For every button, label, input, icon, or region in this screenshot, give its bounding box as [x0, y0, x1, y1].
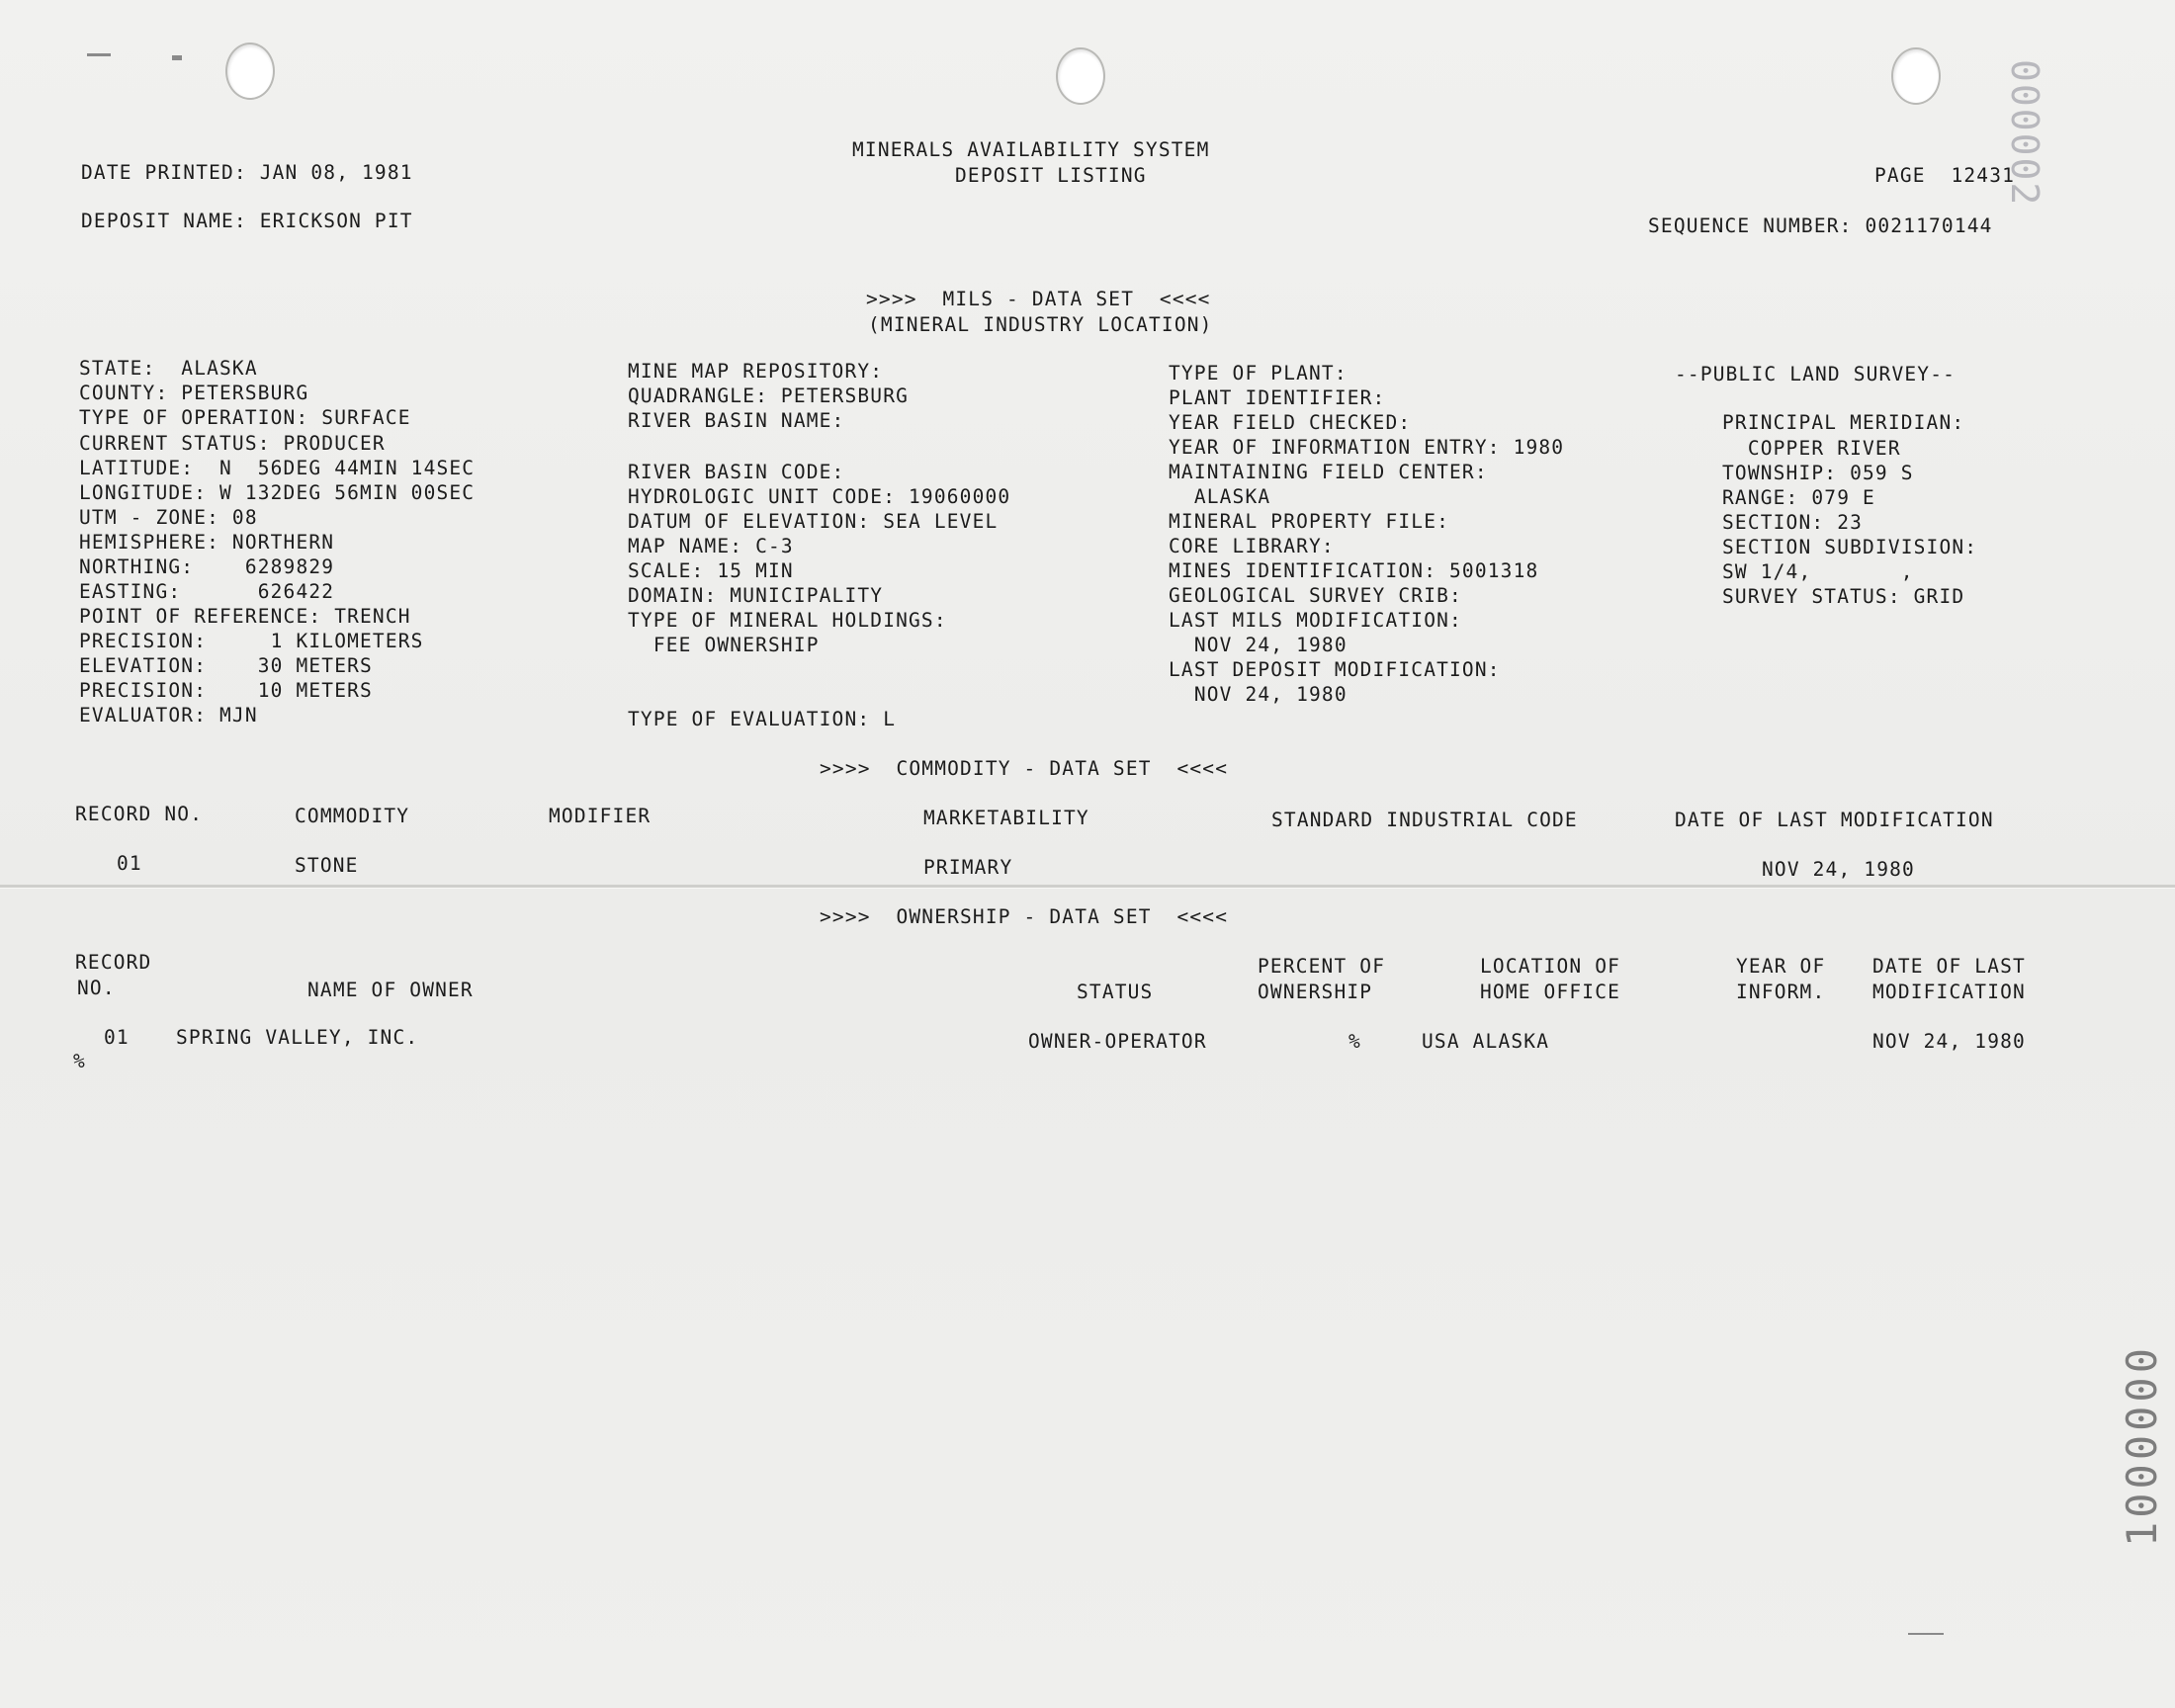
plss-heading: --PUBLIC LAND SURVEY-- — [1675, 363, 1957, 385]
mils-precision-location: PRECISION: 1 KILOMETERS — [79, 630, 424, 652]
mils-datum-of-elevation: DATUM OF ELEVATION: SEA LEVEL — [628, 510, 999, 533]
mils-core-library: CORE LIBRARY: — [1169, 535, 1335, 557]
plss-subdivision-value: SW 1/4, , — [1722, 560, 1914, 583]
ownership-header-home-office: HOME OFFICE — [1480, 981, 1621, 1003]
mils-fee-ownership: FEE OWNERSHIP — [628, 634, 820, 656]
ownership-header-no: NO. — [77, 977, 116, 999]
mils-utm-zone: UTM - ZONE: 08 — [79, 506, 258, 529]
mils-northing: NORTHING: 6289829 — [79, 555, 335, 578]
commodity-header-date: DATE OF LAST MODIFICATION — [1675, 809, 1994, 831]
ownership-header-modification: MODIFICATION — [1872, 981, 2026, 1003]
smudge-mark — [172, 55, 182, 60]
ownership-heading: >>>> OWNERSHIP - DATA SET <<<< — [820, 905, 1229, 928]
bottom-right-page-stamp: 1000000 — [2118, 1344, 2166, 1548]
mils-point-of-reference: POINT OF REFERENCE: TRENCH — [79, 605, 411, 628]
mils-county: COUNTY: PETERSBURG — [79, 382, 309, 404]
punch-hole-left — [225, 43, 275, 100]
mils-mine-map-repository: MINE MAP REPOSITORY: — [628, 360, 884, 383]
mils-last-mils-modification-date: NOV 24, 1980 — [1169, 634, 1348, 656]
mils-hydrologic-unit-code: HYDROLOGIC UNIT CODE: 19060000 — [628, 485, 1011, 508]
ownership-row-status: OWNER-OPERATOR — [1028, 1030, 1207, 1053]
mils-precision-elevation: PRECISION: 10 METERS — [79, 679, 373, 702]
ownership-header-name: NAME OF OWNER — [307, 979, 474, 1001]
mils-last-mils-modification: LAST MILS MODIFICATION: — [1169, 609, 1462, 632]
system-title: MINERALS AVAILABILITY SYSTEM — [852, 138, 1210, 161]
mils-last-deposit-modification-date: NOV 24, 1980 — [1169, 683, 1348, 706]
plss-section: SECTION: 23 — [1722, 511, 1864, 534]
mils-longitude: LONGITUDE: W 132DEG 56MIN 00SEC — [79, 481, 476, 504]
mils-quadrangle: QUADRANGLE: PETERSBURG — [628, 384, 910, 407]
ownership-row-percent: % — [1348, 1030, 1361, 1053]
ownership-header-record: RECORD — [75, 951, 152, 974]
ownership-trailing-mark: % — [73, 1050, 86, 1072]
ownership-header-year: YEAR OF — [1736, 955, 1826, 978]
punch-hole-right — [1891, 47, 1941, 105]
mils-type-of-evaluation: TYPE OF EVALUATION: L — [628, 708, 897, 730]
mils-current-status: CURRENT STATUS: PRODUCER — [79, 432, 386, 455]
plss-meridian-value: COPPER RIVER — [1722, 437, 1901, 460]
mils-field-center-value: ALASKA — [1169, 485, 1271, 508]
deposit-name: DEPOSIT NAME: ERICKSON PIT — [81, 210, 413, 232]
mils-latitude: LATITUDE: N 56DEG 44MIN 14SEC — [79, 457, 476, 479]
commodity-heading: >>>> COMMODITY - DATA SET <<<< — [820, 757, 1229, 780]
listing-title: DEPOSIT LISTING — [955, 164, 1147, 187]
commodity-header-commodity: COMMODITY — [295, 805, 410, 827]
ownership-row-record-no: 01 — [104, 1026, 130, 1049]
mils-easting: EASTING: 626422 — [79, 580, 335, 603]
mils-elevation: ELEVATION: 30 METERS — [79, 654, 373, 677]
ownership-header-ownership: OWNERSHIP — [1258, 981, 1373, 1003]
paper-fold-line — [0, 885, 2175, 889]
mils-evaluator: EVALUATOR: MJN — [79, 704, 258, 726]
plss-section-subdivision: SECTION SUBDIVISION: — [1722, 536, 1978, 558]
plss-survey-status: SURVEY STATUS: GRID — [1722, 585, 1965, 608]
plss-township: TOWNSHIP: 059 S — [1722, 462, 1914, 484]
mils-maintaining-field-center: MAINTAINING FIELD CENTER: — [1169, 461, 1488, 483]
page-number: PAGE 12431 — [1874, 164, 2016, 187]
mils-subheading: (MINERAL INDUSTRY LOCATION) — [868, 313, 1213, 336]
smudge-mark — [87, 53, 111, 56]
mils-river-basin-code: RIVER BASIN CODE: — [628, 461, 845, 483]
ownership-header-status: STATUS — [1077, 981, 1154, 1003]
mils-type-of-mineral-holdings: TYPE OF MINERAL HOLDINGS: — [628, 609, 947, 632]
top-right-page-stamp: 000002 — [2003, 59, 2046, 208]
mils-heading: >>>> MILS - DATA SET <<<< — [866, 288, 1211, 310]
mils-hemisphere: HEMISPHERE: NORTHERN — [79, 531, 335, 554]
mils-year-of-information-entry: YEAR OF INFORMATION ENTRY: 1980 — [1169, 436, 1565, 459]
commodity-row-record-no: 01 — [117, 852, 142, 875]
commodity-row-commodity: STONE — [295, 854, 359, 877]
mils-plant-identifier: PLANT IDENTIFIER: — [1169, 386, 1386, 409]
plss-principal-meridian: PRINCIPAL MERIDIAN: — [1722, 411, 1965, 434]
mils-scale: SCALE: 15 MIN — [628, 559, 794, 582]
ownership-row-location: USA ALASKA — [1422, 1030, 1550, 1053]
mils-type-of-operation: TYPE OF OPERATION: SURFACE — [79, 406, 411, 429]
punch-hole-center — [1056, 47, 1105, 105]
ownership-row-name: SPRING VALLEY, INC. — [176, 1026, 419, 1049]
smudge-mark — [1908, 1633, 1944, 1635]
mils-map-name: MAP NAME: C-3 — [628, 535, 794, 557]
date-printed: DATE PRINTED: JAN 08, 1981 — [81, 161, 413, 184]
mils-type-of-plant: TYPE OF PLANT: — [1169, 362, 1348, 384]
mils-mineral-property-file: MINERAL PROPERTY FILE: — [1169, 510, 1450, 533]
ownership-header-inform: INFORM. — [1736, 981, 1826, 1003]
commodity-header-sic: STANDARD INDUSTRIAL CODE — [1271, 809, 1578, 831]
commodity-header-record-no: RECORD NO. — [75, 803, 204, 825]
ownership-row-date: NOV 24, 1980 — [1872, 1030, 2026, 1053]
plss-range: RANGE: 079 E — [1722, 486, 1875, 509]
ownership-header-date: DATE OF LAST — [1872, 955, 2026, 978]
ownership-header-location: LOCATION OF — [1480, 955, 1621, 978]
mils-mines-identification: MINES IDENTIFICATION: 5001318 — [1169, 559, 1539, 582]
sequence-number: SEQUENCE NUMBER: 0021170144 — [1648, 214, 1993, 237]
mils-state: STATE: ALASKA — [79, 357, 258, 380]
mils-year-field-checked: YEAR FIELD CHECKED: — [1169, 411, 1412, 434]
mils-geological-survey-crib: GEOLOGICAL SURVEY CRIB: — [1169, 584, 1462, 607]
mils-domain: DOMAIN: MUNICIPALITY — [628, 584, 884, 607]
commodity-row-date: NOV 24, 1980 — [1762, 858, 1915, 881]
commodity-header-marketability: MARKETABILITY — [923, 807, 1089, 829]
ownership-header-percent: PERCENT OF — [1258, 955, 1386, 978]
commodity-header-modifier: MODIFIER — [549, 805, 652, 827]
mils-river-basin-name: RIVER BASIN NAME: — [628, 409, 845, 432]
mils-last-deposit-modification: LAST DEPOSIT MODIFICATION: — [1169, 658, 1501, 681]
commodity-row-marketability: PRIMARY — [923, 856, 1013, 879]
